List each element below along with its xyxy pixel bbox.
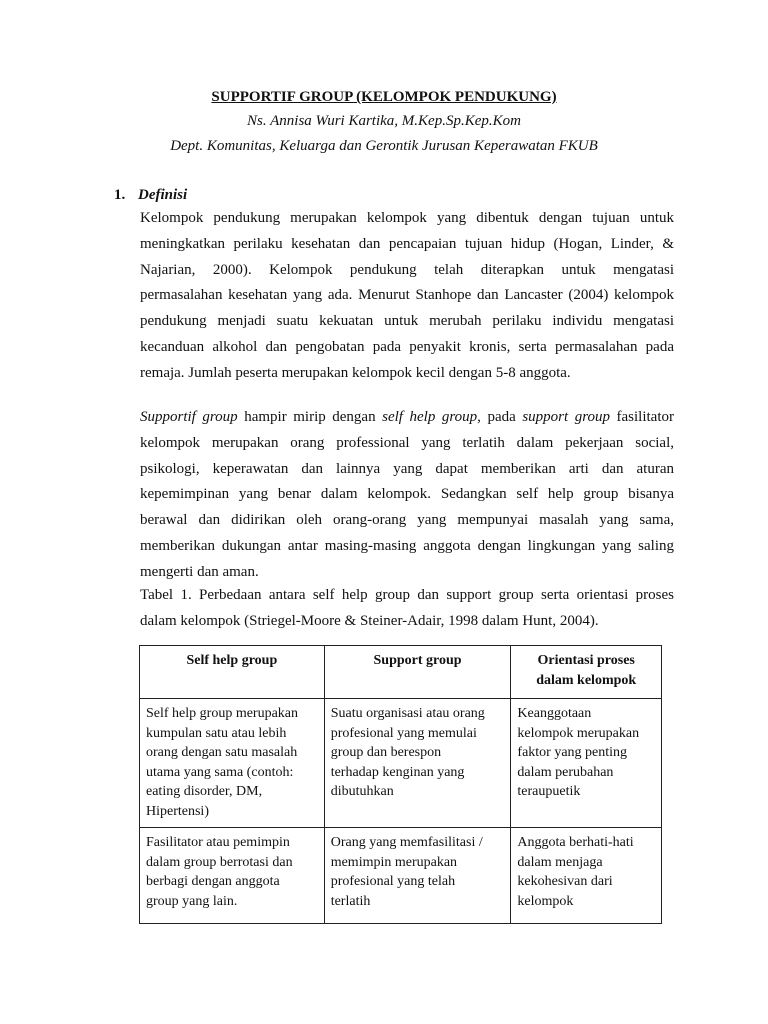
paragraph-supportif [140,405,674,586]
cell-line: kelompok [517,893,574,909]
cell-line: berbagi dengan anggota [146,874,280,889]
cell-line: Suatu organisasi atau orang [330,706,485,721]
table-cell [140,828,325,924]
cell-line: orang dengan satu masalah [146,745,298,760]
table-header-row [140,646,662,699]
document-author: Ns. Annisa Wuri Kartika, M.Kep.Sp.Kep.Kom [247,113,521,129]
cell-line: teraupuetik [517,784,581,799]
cell-line: group dan berespon [330,745,442,760]
cell-line: terhadap kenginan yang [330,764,465,780]
table-cell [324,828,511,924]
table-caption [140,583,674,635]
table-cell [511,699,662,828]
cell-line: memimpin merupakan [330,854,458,870]
cell-line: profesional yang memulai [330,725,477,741]
paragraph-definition [140,206,674,387]
paragraph-line [140,405,674,431]
paragraph-line: mengerti dan aman. [140,563,259,580]
paragraph-line: kelompok merupakan orang professional yang terlatih dalam pekerjaan social, [140,434,674,451]
cell-line: utama yang sama (contoh: [146,764,294,780]
cell-line: profesional yang telah [330,874,456,889]
paragraph-line: berawal dan didirikan oleh orang-orang yang mempunyai masalah yang sama, [140,512,674,529]
cell-line: Anggota berhati-hati [517,835,634,850]
cell-line: group yang lain. [146,893,238,909]
cell-line: dalam perubahan [517,764,614,780]
paragraph-line: Kelompok pendukung merupakan kelompok yang dibentuk dengan tujuan untuk [140,210,674,226]
section-heading [114,186,187,204]
section-title: Definisi [138,187,188,203]
paragraph-line: permasalahan kesehatan yang ada. Menurut Stanhope dan Lancaster (2004) kelompok [140,287,674,304]
header-line: dalam kelompok [536,672,637,688]
text-segment: , pada [477,409,523,425]
cell-line: Fasilitator atau pemimpin [146,835,290,850]
term-support-group: support group [522,409,610,425]
cell-line: kumpulan satu atau lebih [146,725,287,741]
caption-line: Tabel 1. Perbedaan antara self help group dan support group serta orientasi proses [140,587,674,603]
cell-line: eating disorder, DM, [146,784,263,799]
table-cell [511,828,662,924]
paragraph-line: psikologi, keperawatan dan lainnya yang dapat memberikan arti dan aturan [140,460,674,477]
cell-line: Hipertensi) [146,803,209,819]
term-supportif-group: Supportif group [140,409,238,425]
header-self-help-group: Self help group [140,646,325,699]
document-department: Dept. Komunitas, Keluarga dan Gerontik Jurusan Keperawatan FKUB [170,138,598,154]
cell-line: Self help group merupakan [146,706,299,721]
cell-line: kelompok merupakan [517,725,640,741]
paragraph-line: kepemimpinan yang benar dalam kelompok. Sedangkan self help group bisanya [140,486,674,503]
cell-line: dalam menjaga [517,854,603,870]
paragraph-line: Najarian, 2000). Kelompok pendukung telah diterapkan untuk mengatasi [140,261,674,278]
paragraph-line: memberikan dukungan antar masing-masing anggota dengan lingkungan yang saling [140,537,674,554]
text-segment: hampir mirip dengan [237,409,383,425]
header-orientasi-proses [511,646,662,699]
cell-line: terlatih [330,893,371,909]
cell-line: Orang yang memfasilitasi / [330,835,483,850]
paragraph-line: remaja. Jumlah peserta merupakan kelompok kecil dengan 5-8 anggota. [140,364,571,381]
paragraph-line: pendukung menjadi suatu kekuatan untuk merubah perilaku individu mengatasi [140,313,674,330]
paragraph-line: meningkatkan perilaku kesehatan dan pencapaian tujuan hidup (Hogan, Linder, & [140,235,674,252]
term-self-help-group: self help group [382,409,478,425]
section-number: 1. [114,187,126,203]
paragraph-line: kecanduan alkohol dan pengobatan pada penyakit kronis, serta permasalahan pada [140,338,674,355]
table-row [140,828,662,924]
cell-line: dibutuhkan [330,784,394,799]
cell-line: Keanggotaan [517,706,592,721]
table-cell [140,699,325,828]
comparison-table [139,645,662,924]
text-segment: fasilitator [609,409,675,425]
table-row [140,699,662,828]
header-support-group: Support group [324,646,511,699]
cell-line: kekohesivan dari [517,874,613,889]
table-cell [324,699,511,828]
cell-line: faktor yang penting [517,745,628,760]
header-line: Orientasi proses [537,653,635,668]
document-title: SUPPORTIF GROUP (KELOMPOK PENDUKUNG) [211,89,557,105]
caption-line: dalam kelompok (Striegel-Moore & Steiner-Adair, 1998 dalam Hunt, 2004). [140,612,599,629]
cell-line: dalam group berrotasi dan [146,854,293,870]
